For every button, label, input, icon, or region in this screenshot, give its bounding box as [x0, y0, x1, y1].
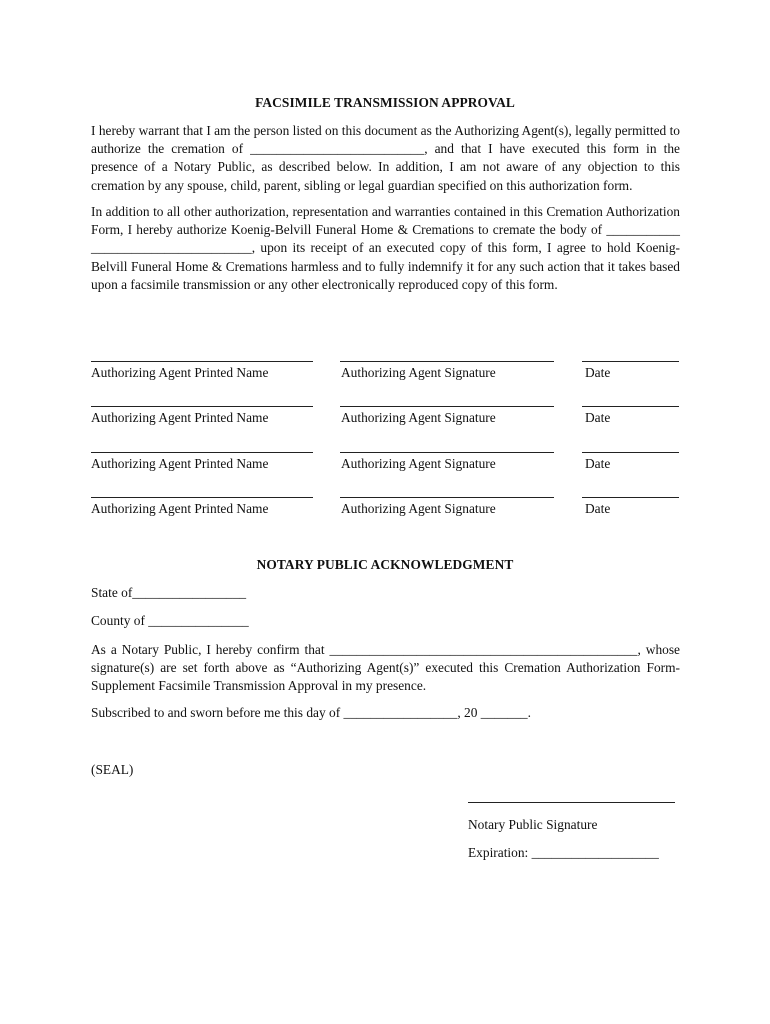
signature-line[interactable] [340, 452, 554, 453]
signature-label: Authorizing Agent Signature [341, 456, 496, 471]
form-title: FACSIMILE TRANSMISSION APPROVAL [255, 95, 515, 110]
date-line[interactable] [582, 497, 679, 498]
printed-name-label: Authorizing Agent Printed Name [91, 501, 269, 516]
printed-name-line[interactable] [91, 406, 313, 407]
date-label: Date [585, 501, 611, 516]
date-label: Date [585, 365, 611, 380]
signature-label: Authorizing Agent Signature [341, 410, 496, 425]
warranty-paragraph: I hereby warrant that I am the person listed on this document as the Authorizing Agent(s), legally permitted to authorize the cremation of __________________________, and that I have executed this form in the presence of a Notary Public, as described below. In addition, I am not aware of any objection to this cremation by any spouse, child, parent, sibling or legal guardian specified on this authorization form. [91, 123, 680, 193]
printed-name-line[interactable] [91, 497, 313, 498]
subscribed-line[interactable]: Subscribed to and sworn before me this day of _________________, 20 _______. [91, 705, 531, 720]
signature-line[interactable] [340, 497, 554, 498]
date-line[interactable] [582, 406, 679, 407]
expiration-field[interactable]: Expiration: ___________________ [468, 845, 659, 860]
authorization-paragraph: In addition to all other authorization, representation and warranties contained in this Cremation Authorization Form, I hereby authorize Koenig-Belvill Funeral Home & Cremations to cremate the body of ___________ ________________________, upon its receipt of an executed copy of this form, I agree to hold Koenig-Belvill Funeral Home & Cremations harmless and to fully indemnify it for any such action that it takes based upon a facsimile transmission or any other electronically reproduced copy of this form. [91, 204, 680, 292]
signature-line[interactable] [340, 406, 554, 407]
date-line[interactable] [582, 452, 679, 453]
notary-title: NOTARY PUBLIC ACKNOWLEDGMENT [256, 557, 514, 572]
printed-name-line[interactable] [91, 361, 313, 362]
printed-name-label: Authorizing Agent Printed Name [91, 456, 269, 471]
notary-confirm-paragraph: As a Notary Public, I hereby confirm that ______________________________________________, whose signature(s) are set forth above as “Authorizing Agent(s)” executed this Cremation Authorization Form-Supplement Facsimile Transmission Approval in my presence. [91, 642, 680, 694]
printed-name-line[interactable] [91, 452, 313, 453]
printed-name-label: Authorizing Agent Printed Name [91, 410, 269, 425]
notary-signature-label: Notary Public Signature [468, 817, 598, 832]
signature-line[interactable] [340, 361, 554, 362]
signature-label: Authorizing Agent Signature [341, 365, 496, 380]
signature-label: Authorizing Agent Signature [341, 501, 496, 516]
date-line[interactable] [582, 361, 679, 362]
date-label: Date [585, 456, 611, 471]
date-label: Date [585, 410, 611, 425]
state-field[interactable]: State of_________________ [91, 585, 247, 600]
county-field[interactable]: County of _______________ [91, 613, 249, 628]
notary-signature-line[interactable] [468, 802, 675, 803]
printed-name-label: Authorizing Agent Printed Name [91, 365, 269, 380]
seal-label: (SEAL) [91, 762, 134, 777]
